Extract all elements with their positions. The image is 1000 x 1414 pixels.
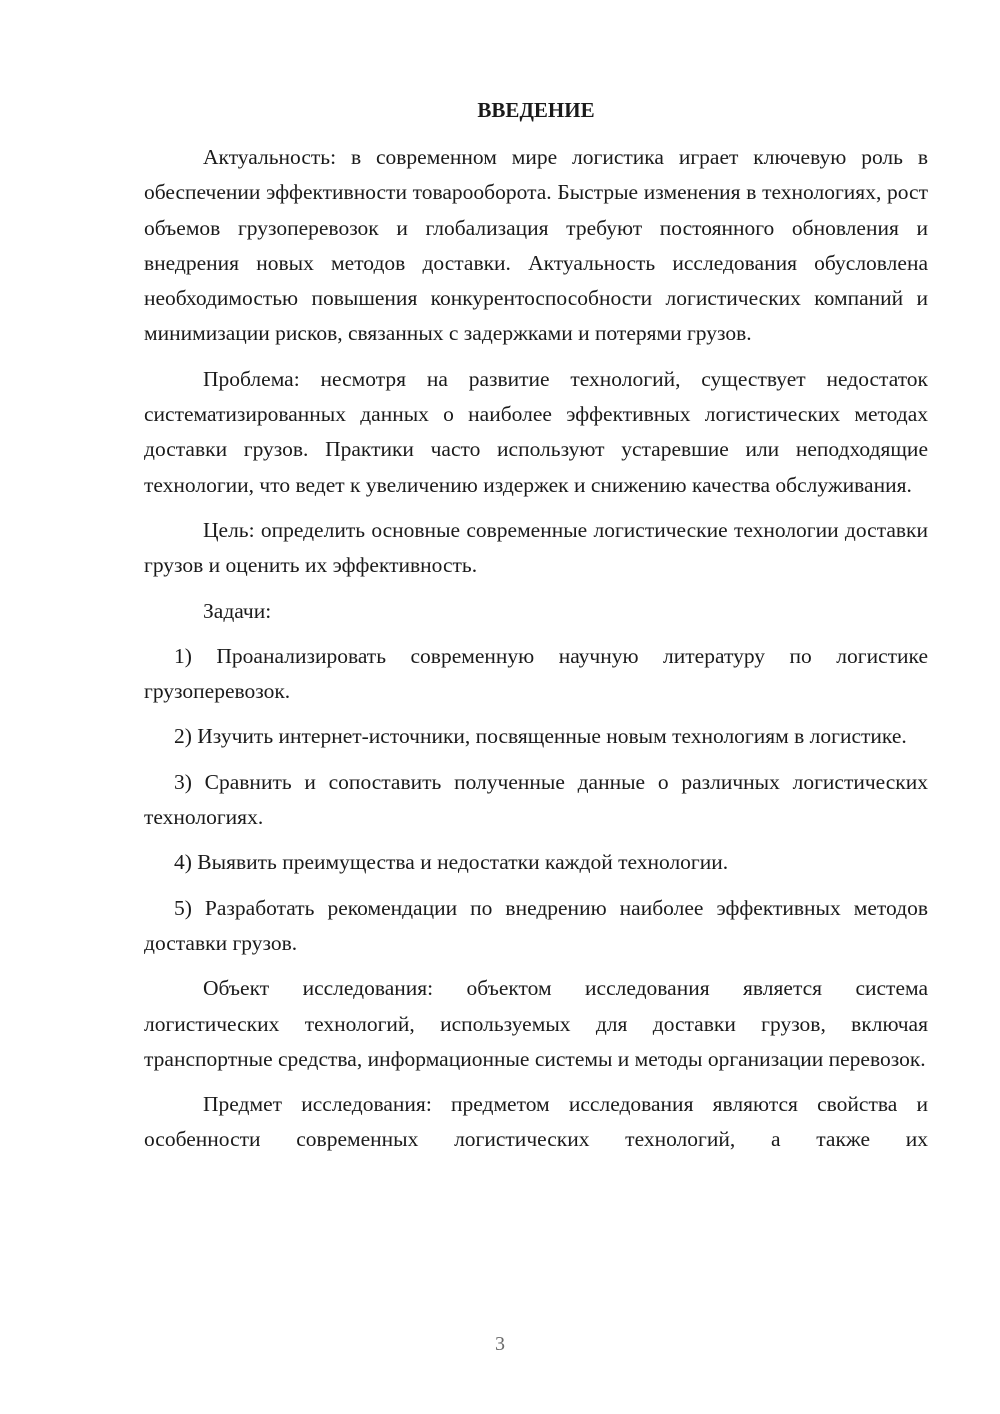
task-item: 2) Изучить интернет-источники, посвященные новым технологиям в логистике. — [174, 724, 907, 749]
task-item: 3) Сравнить и сопоставить полученные данные о различных логистических технологиях. — [144, 769, 928, 830]
task-item: 1) Проанализировать современную научную литературу по логистике грузоперевозок. — [144, 643, 928, 704]
problem-paragraph: Проблема: несмотря на развитие технологий, существует недостаток систематизированных данных о наиболее эффективных логистических методах доставки грузов. Практики часто используют устаревшие или неподходящие технологии, что ведет к увеличению издержек и снижению качества обслуживания. — [144, 366, 928, 497]
task-item: 4) Выявить преимущества и недостатки каждой технологии. — [174, 850, 729, 875]
task-item: 5) Разработать рекомендации по внедрению наиболее эффективных методов доставки грузов. — [144, 895, 928, 955]
section-title: ВВЕДЕНИЕ — [477, 98, 595, 122]
document-page — [144, 93, 928, 1158]
tasks-heading: Задачи: — [203, 598, 272, 623]
goal-paragraph: Цель: определить основные современные логистические технологии доставки грузов и оценить их эффективность. — [144, 517, 928, 578]
subject-paragraph: Предмет исследования: предметом исследования являются свойства и особенности современных логистических технологий, а также их — [144, 1092, 928, 1152]
object-paragraph: Объект исследования: объектом исследования является система логистических технологий, используемых для доставки грузов, включая транспортные средства, информационные системы и методы организации перевозок. — [144, 976, 928, 1071]
page-number: 3 — [495, 1333, 505, 1355]
relevance-paragraph: Актуальность: в современном мире логистика играет ключевую роль в обеспечении эффективности товарооборота. Быстрые изменения в технологиях, рост объемов грузоперевозок и глобализация требуют постоянного обновления и внедрения новых методов доставки. Актуальность исследования обусловлена необходимостью повышения конкурентоспособности логистических компаний и минимизации рисков, связанных с задержками и потерями грузов. — [144, 145, 928, 346]
